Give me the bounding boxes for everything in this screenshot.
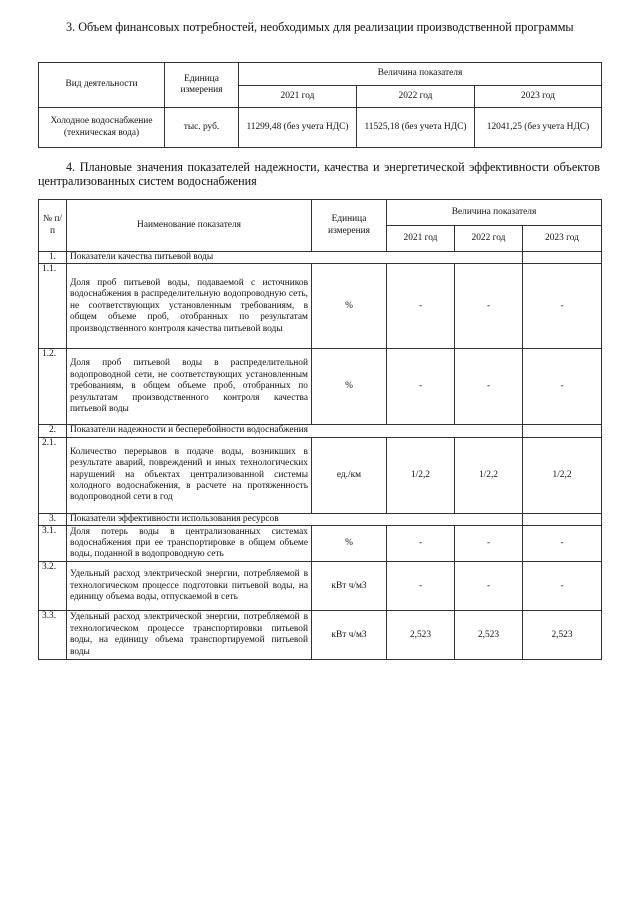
finance-table [38,62,602,148]
row-2021: - [387,349,455,425]
row-2022: - [455,264,523,349]
cell-unit: тыс. руб. [165,108,239,148]
section-num: 1. [39,252,67,264]
row-name: Удельный расход электрической энергии, потребляемой в технологическом процессе подготовки питьевой воды, на единицу объема воды, отпускаемой в сеть [67,562,312,611]
row-num: 3.2. [39,562,67,611]
section-empty-cell [523,252,602,264]
row-2023: - [523,526,602,562]
header-2022: 2022 год [455,226,523,252]
row-2022: 1/2,2 [455,437,523,513]
row-unit: ед./км [312,437,387,513]
row-num: 3.3. [39,611,67,660]
section-row [39,252,602,264]
section4-heading: 4. Плановые значения показателей надежности, качества и энергетической эффективности объектов централизованных систем водоснабжения [38,160,600,188]
row-num: 2.1. [39,437,67,513]
row-unit: % [312,526,387,562]
row-name: Удельный расход электрической энергии, потребляемой в технологическом процессе транспортировки питьевой воды, на единицу объема транспортируемой питьевой воды [67,611,312,660]
row-2023: 2,523 [523,611,602,660]
row-2021: - [387,264,455,349]
header-2023: 2023 год [475,86,602,108]
section3-heading: 3. Объем финансовых потребностей, необходимых для реализации производственной программы [66,20,574,34]
row-name: Доля потерь воды в централизованных системах водоснабжения при ее транспортировке в общем объеме воды, поданной в водопроводную сеть [67,526,312,562]
section-num: 2. [39,425,67,437]
table-row [39,264,602,349]
section-num: 3. [39,513,67,525]
section-empty-cell [523,513,602,525]
row-2022: - [455,349,523,425]
row-2021: - [387,562,455,611]
header-name: Наименование показателя [67,200,312,252]
section-title: Показатели качества питьевой воды [67,252,523,264]
row-unit: % [312,264,387,349]
row-unit: кВт ч/м3 [312,611,387,660]
header-value: Величина показателя [387,200,602,226]
header-2023: 2023 год [523,226,602,252]
header-activity: Вид деятельности [39,63,165,108]
section-title: Показатели эффективности использования ресурсов [67,513,523,525]
cell-2022: 11525,18 (без учета НДС) [357,108,475,148]
section-empty-cell [523,425,602,437]
row-2023: - [523,264,602,349]
row-2021: - [387,526,455,562]
section-row [39,513,602,525]
row-2021: 2,523 [387,611,455,660]
indicators-table [38,199,602,660]
header-2022: 2022 год [357,86,475,108]
table-row [39,349,602,425]
row-num: 1.2. [39,349,67,425]
row-2023: - [523,562,602,611]
cell-activity: Холодное водоснабжение (техническая вода) [39,108,165,148]
header-num: № п/п [39,200,67,252]
row-num: 1.1. [39,264,67,349]
row-unit: кВт ч/м3 [312,562,387,611]
section-row [39,425,602,437]
cell-2021: 11299,48 (без учета НДС) [239,108,357,148]
row-2023: 1/2,2 [523,437,602,513]
row-2022: 2,523 [455,611,523,660]
header-2021: 2021 год [239,86,357,108]
table-row [39,562,602,611]
table-row [39,108,602,148]
row-unit: % [312,349,387,425]
table-row [39,526,602,562]
row-name: Доля проб питьевой воды, подаваемой с источников водоснабжения в распределительную водопроводную сеть, не соответствующих установленным требованиям, в общем объеме проб, отобранных по результатам производственного контроля качества питьевой воды [67,264,312,349]
row-num: 3.1. [39,526,67,562]
row-2022: - [455,526,523,562]
row-2022: - [455,562,523,611]
cell-2023: 12041,25 (без учета НДС) [475,108,602,148]
header-value: Величина показателя [239,63,602,86]
header-2021: 2021 год [387,226,455,252]
table-row [39,611,602,660]
row-name: Количество перерывов в подаче воды, возникших в результате аварий, повреждений и иных технологических нарушений на объектах централизованной системы холодного водоснабжения, в расчете на протяженность водопроводной сети в год [67,437,312,513]
header-unit: Единица измерения [165,63,239,108]
row-2021: 1/2,2 [387,437,455,513]
row-name: Доля проб питьевой воды в распределительной водопроводной сети, не соответствующих установленным требованиям, в общем объеме проб, отобранных по результатам производственного контроля качества питьевой воды [67,349,312,425]
section-title: Показатели надежности и бесперебойности водоснабжения [67,425,523,437]
row-2023: - [523,349,602,425]
table-row [39,437,602,513]
header-unit: Единица измерения [312,200,387,252]
